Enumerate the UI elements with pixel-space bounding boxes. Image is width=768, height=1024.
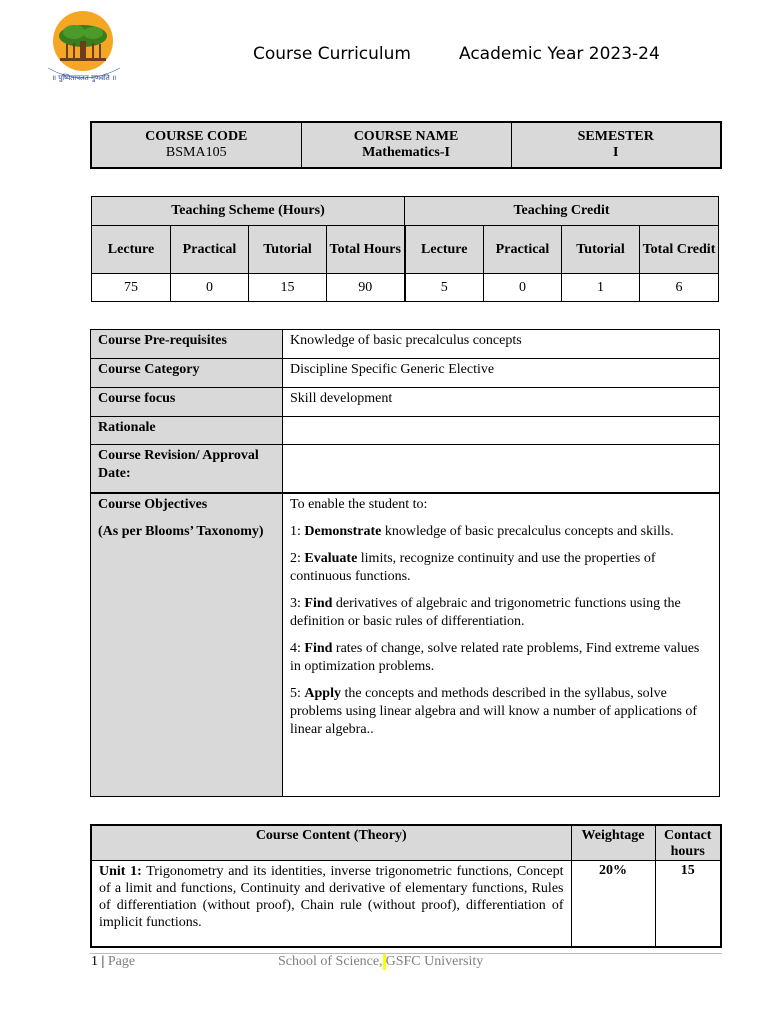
col-header: Practical [484, 226, 562, 274]
category-label: Course Category [91, 359, 283, 388]
course-name-value: Mathematics-I [362, 145, 450, 160]
university-logo [44, 8, 124, 84]
academic-year: Academic Year 2023-24 [459, 44, 660, 64]
theory-header: Course Content (Theory) [91, 825, 571, 861]
unit-1-description: Unit 1: Trigonometry and its identities, inverse trigonometric functions, Concept of a limit and functions, Continuity and derivative of elementary functions, Rules of differentiation (without proof), Chain rule (without proof), differentiation of implicit functions. [91, 861, 571, 947]
semester-cell [511, 122, 721, 168]
value-cell: 15 [249, 274, 327, 302]
teaching-scheme-table [91, 196, 719, 302]
contact-hours-header: Contact hours [655, 825, 721, 861]
semester-value: I [613, 145, 619, 160]
unit-1-hours: 15 [655, 861, 721, 947]
rationale-value [283, 417, 720, 445]
prereq-label: Course Pre-requisites [91, 330, 283, 359]
semester-label: SEMESTER [577, 129, 654, 144]
col-header: Lecture [405, 226, 484, 274]
value-cell: 75 [92, 274, 171, 302]
page-number: 1 | Page [91, 954, 136, 969]
col-header: Practical [171, 226, 249, 274]
value-cell: 6 [640, 274, 719, 302]
value-cell: 0 [484, 274, 562, 302]
course-code-value: BSMA105 [165, 145, 227, 160]
logo-motto: ॥ पुष्पितापलत गुणवति ॥ [51, 74, 117, 82]
col-header: Tutorial [249, 226, 327, 274]
revision-value [283, 445, 720, 493]
objective-item: 2: Evaluate limits, recognize continuity and use the properties of continuous functions. [290, 550, 656, 584]
value-cell: 90 [327, 274, 405, 302]
revision-label: Course Revision/ Approval Date: [91, 445, 283, 493]
objectives-label: Course Objectives [98, 496, 208, 512]
objectives-sublabel: (As per Blooms’ Taxonomy) [98, 523, 264, 539]
col-header: Total Credit [640, 226, 719, 274]
course-content-table [90, 824, 722, 948]
value-cell: 5 [405, 274, 484, 302]
objective-item: 3: Find derivatives of algebraic and trigonometric functions using the definition or basic rules of differentiation. [290, 595, 681, 629]
objective-item: 1: Demonstrate knowledge of basic precalculus concepts and skills. [290, 523, 674, 539]
objectives-content [283, 493, 720, 797]
course-details-table [90, 329, 720, 797]
curriculum-title: Course Curriculum [253, 44, 411, 64]
col-header: Total Hours [327, 226, 405, 274]
footer-school: School of Science, GSFC University [278, 954, 484, 970]
unit-1-weightage: 20% [571, 861, 655, 947]
weightage-header: Weightage [571, 825, 655, 861]
objective-item: 5: Apply the concepts and methods described in the syllabus, solve problems using linear algebra and will know a number of applications of linear algebra.. [290, 685, 698, 737]
course-name-label: COURSE NAME [353, 129, 459, 144]
focus-value: Skill development [283, 388, 720, 417]
teaching-credit-header: Teaching Credit [405, 197, 719, 226]
objectives-label-cell [91, 493, 283, 797]
prereq-value: Knowledge of basic precalculus concepts [283, 330, 720, 359]
objective-item: 4: Find rates of change, solve related rate problems, Find extreme values in optimization problems. [290, 640, 700, 674]
col-header: Tutorial [562, 226, 640, 274]
focus-label: Course focus [91, 388, 283, 417]
value-cell: 1 [562, 274, 640, 302]
course-name-cell [301, 122, 511, 168]
col-header: Lecture [92, 226, 171, 274]
objectives-intro: To enable the student to: [290, 496, 428, 512]
course-code-label: COURSE CODE [145, 129, 248, 144]
course-code-cell [91, 122, 301, 168]
course-info-table [90, 121, 722, 169]
teaching-scheme-header: Teaching Scheme (Hours) [92, 197, 405, 226]
category-value: Discipline Specific Generic Elective [283, 359, 720, 388]
value-cell: 0 [171, 274, 249, 302]
rationale-label: Rationale [91, 417, 283, 445]
